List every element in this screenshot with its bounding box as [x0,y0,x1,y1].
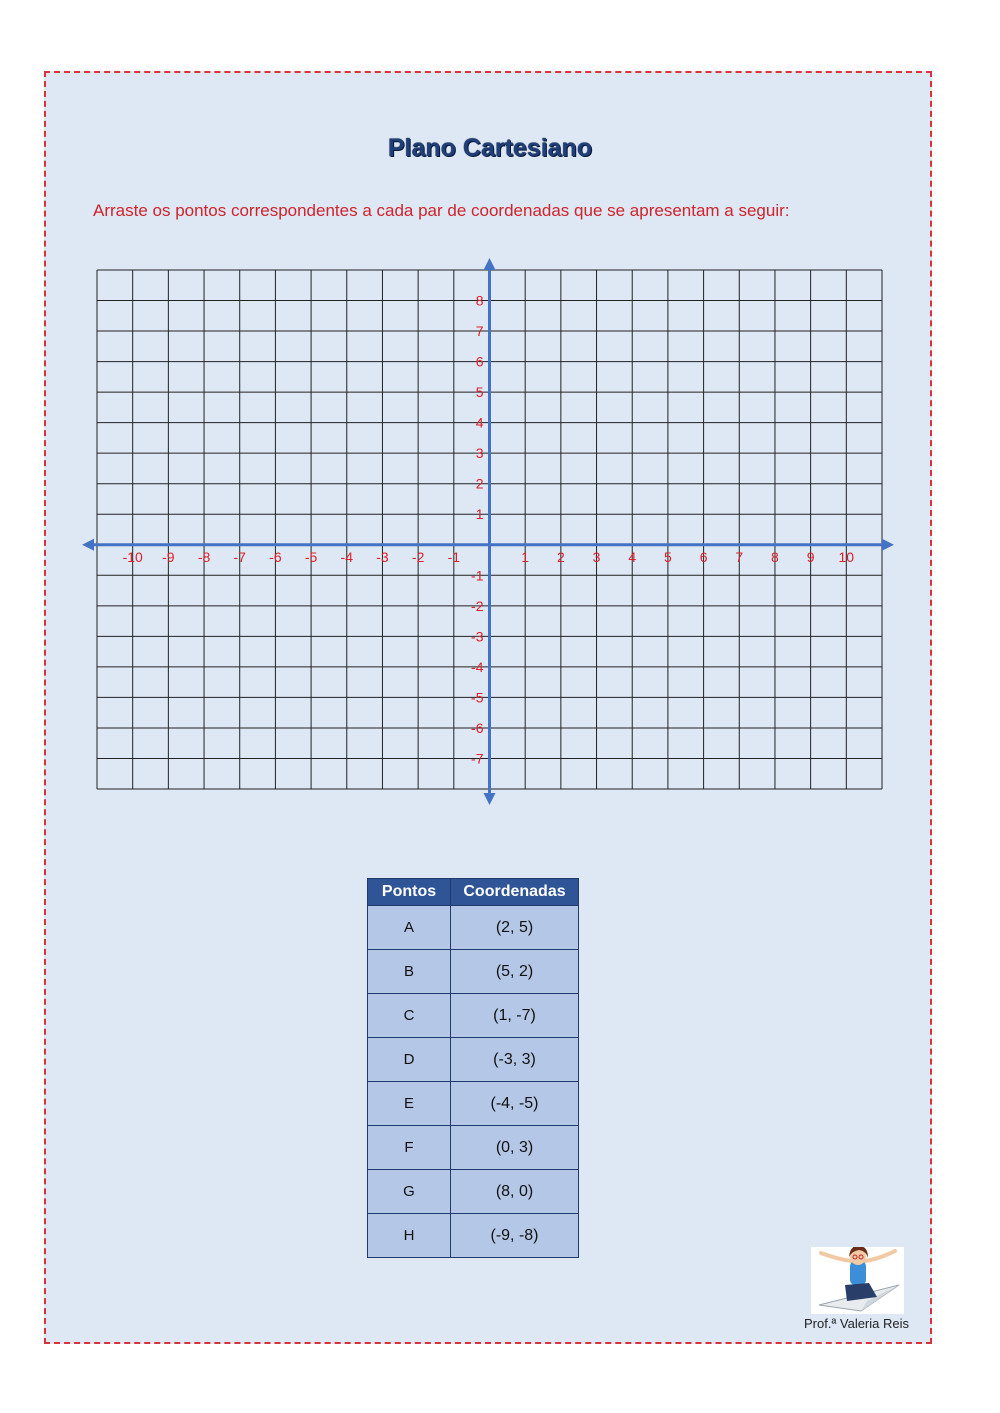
point-coordinates: (-4, -5) [451,1082,579,1126]
y-tick-label: -1 [471,567,484,584]
point-label: C [368,994,451,1038]
x-axis-left-arrow-icon [82,539,94,551]
point-label: D [368,1038,451,1082]
teacher-avatar-icon [811,1247,904,1314]
point-label: A [368,906,451,950]
y-tick-label: 7 [475,323,484,340]
instruction-text: Arraste os pontos correspondentes a cada par de coordenadas que se apresentam a seguir: [93,201,790,220]
point-label: F [368,1126,451,1170]
x-tick-label: -1 [447,548,461,565]
y-tick-label: -7 [471,750,484,767]
x-tick-label: 6 [699,548,708,565]
table-row [368,994,579,1038]
x-tick-label: -6 [269,548,282,565]
x-tick-label: 9 [806,548,815,565]
x-tick-label: 7 [735,548,744,565]
y-tick-label: -2 [471,597,484,614]
y-tick-label: -3 [471,628,484,645]
x-tick-label: 3 [592,548,601,565]
point-label: H [368,1214,451,1258]
table-row [368,1170,579,1214]
y-tick-label: 4 [475,414,484,431]
table-row [368,1214,579,1258]
table-row [368,906,579,950]
x-tick-label: 4 [628,548,637,565]
table-row [368,1082,579,1126]
y-tick-label: -5 [471,689,484,706]
author-credit: Prof.ª Valeria Reis [804,1316,909,1331]
point-coordinates: (2, 5) [451,906,579,950]
x-tick-label: 1 [521,548,530,565]
x-tick-label: -2 [411,548,425,565]
y-tick-label: 1 [475,506,484,523]
y-tick-label: 6 [475,353,484,370]
point-coordinates: (0, 3) [451,1126,579,1170]
x-tick-label: -8 [197,548,211,565]
x-tick-label: 2 [556,548,565,565]
y-tick-label: -6 [471,719,484,736]
y-tick-label: 8 [475,292,484,309]
table-header-points: Pontos [368,879,451,906]
x-tick-label: -7 [233,548,246,565]
point-coordinates: (8, 0) [451,1170,579,1214]
y-tick-label: 2 [475,475,484,492]
table-header-coordinates: Coordenadas [451,879,579,906]
point-coordinates: (1, -7) [451,994,579,1038]
y-tick-label: -4 [471,658,484,675]
y-axis-down-arrow-icon [484,793,496,805]
point-label: B [368,950,451,994]
x-tick-label: -10 [122,548,143,565]
x-tick-label: -3 [376,548,389,565]
table-row [368,1126,579,1170]
point-coordinates: (5, 2) [451,950,579,994]
y-tick-label: 3 [475,445,484,462]
point-label: G [368,1170,451,1214]
x-tick-label: 5 [664,548,672,565]
table-row [368,1038,579,1082]
point-coordinates: (-3, 3) [451,1038,579,1082]
x-tick-label: -9 [162,548,175,565]
x-axis-right-arrow-icon [882,539,894,551]
point-label: E [368,1082,451,1126]
coordinates-table [367,878,579,1258]
table-row [368,950,579,994]
point-coordinates: (-9, -8) [451,1214,579,1258]
y-axis-up-arrow-icon [484,258,496,270]
x-tick-label: 10 [838,548,855,565]
x-tick-label: -4 [340,548,353,565]
y-tick-label: 5 [475,384,484,401]
page-title: Plano Cartesiano [387,134,593,162]
x-tick-label: -5 [304,548,318,565]
x-tick-label: 8 [771,548,779,565]
